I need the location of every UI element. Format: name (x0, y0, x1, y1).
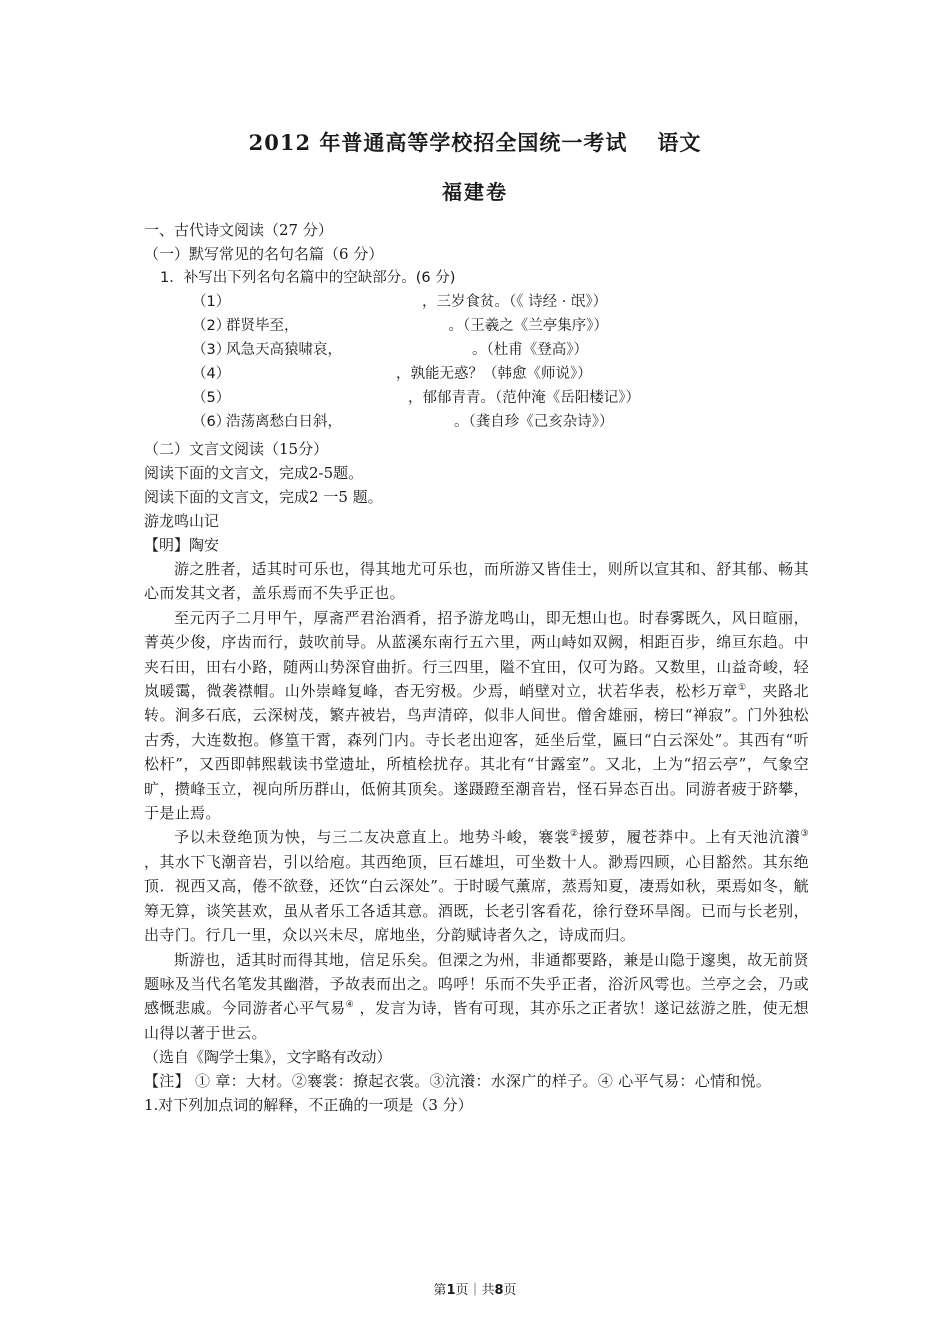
footnote-mark: ② (569, 829, 579, 840)
footnote-mark: ③ (800, 829, 809, 840)
part-heading-2: （二）文言文阅读（15分） (144, 440, 329, 458)
page-footer: 第1页｜共8页 (433, 1283, 517, 1298)
page-title (0, 127, 950, 157)
essay-paragraph: 游之胜者，适其时可乐也，得其地尤可乐也，而所游又皆佳士，则所以宣其和、舒其郁、畅其心而发其文者，盖乐焉而不失乎正也。 (144, 560, 809, 603)
question-1: 1．补写出下列名句名篇中的空缺部分。(6 分) (160, 270, 456, 286)
part-heading-1: （一）默写常见的名句名篇（6 分） (144, 245, 384, 263)
fill-item: （1） ，三岁食贫。（《 诗经 · 氓》） (192, 294, 608, 310)
essay-author: 【明】陶安 (144, 536, 220, 554)
question-2: 1.对下列加点词的解释，不正确的一项是（3 分） (144, 1096, 473, 1115)
total-pages: 8 (494, 1283, 504, 1298)
current-page: 1 (446, 1283, 456, 1298)
source-note: （选自《陶学士集》，文字略有改动） (144, 1048, 392, 1067)
fill-item: （3）风急天高猿啸哀， 。（杜甫《登高》） (192, 342, 588, 358)
fill-item: （2）群贤毕至， 。（王羲之《兰亭集序》） (192, 318, 608, 334)
section-heading: 一、古代诗文阅读（27 分） (144, 221, 333, 239)
essay-paragraph: 予以未登绝顶为怏，与三二友决意直上。地势斗峻，褰裳②援萝，履苍莽中。上有天池沆瀁③ ，其水下飞潮音岩，引以给庖。其西绝顶，巨石雄坦，可坐数十人。渺焉四顾，心目豁然。其东绝顶．视西又高，倦不欲登，还饮“白云深处”。于时暖气薰席，蒸焉知夏，凄焉如秋，栗焉如冬，觥筹无算，谈笑甚欢，虽从者乐工各适其意。酒既，长老引客看花，徐行登环旱阁。已而与长老别，出寺门。行几一里，众以兴未尽，席地坐，分韵赋诗者久之，诗成而归。 (144, 828, 809, 945)
instruction: 阅读下面的文言文，完成2 一5 题。 (144, 488, 383, 506)
document-body (144, 218, 809, 1117)
page-subtitle: 福建卷 (442, 180, 508, 204)
essay-title: 游龙鸣山记 (144, 512, 220, 530)
essay-paragraph: 至元丙子二月甲午，厚斋严君治酒肴，招予游龙鸣山，即无想山也。时春雾既久，风日暄丽，菁英少俊，序齿而行，鼓吹前导。从蓝溪东南行五六里，两山峙如双阙，相距百步，绵亘东趋。中夹石田，田右小路，随两山势深窅曲折。行三四里，隘不宜田，仅可为路。又数里，山益奇峻，轻岚暖霭，微袭襟帽。山外崇峰复峰，杳无穷极。少焉，峭壁对立，状若华表，松杉万章①，夹路北转。涧多石底，云深树茂，繁卉被岩，鸟声清碎，似非人间世。僧舍雄丽，榜曰“禅寂”。门外独松古秀，大连数抱。修篁干霄，森列门内。寺长老出迎客，延坐后堂，匾曰“白云深处”。其西有“听松杆”，又西即韩熙载读书堂遗址，所植桧扰存。其北有“甘露室”。又北，上为“招云亭”，气象空旷，攒峰玉立，视向所历群山，低俯其顶矣。遂蹑蹬至潮音岩，怪石异态百出。同游者疲于跻攀，于是止焉。 (144, 608, 809, 823)
instruction: 阅读下面的文言文，完成2-5题。 (144, 464, 364, 482)
footnote-mark: ④ (345, 1000, 355, 1011)
footnote-mark: ① (738, 683, 747, 694)
fill-item: （5） ，郁郁青青。（范仲淹《岳阳楼记》） (192, 390, 640, 406)
annotations: 【注】 ① 章：大材。②褰裳：撩起衣裳。③沆瀁：水深广的样子。④ 心平气易：心情和悦。 (144, 1072, 772, 1091)
title-subject: 语文 (657, 130, 702, 155)
fill-item: （6）浩荡离愁白日斜， 。（龚自珍《己亥杂诗》） (192, 414, 614, 430)
title-main: 2012 年普通高等学校招全国统一考试 (248, 130, 628, 155)
essay-paragraph: 斯游也，适其时而得其地，信足乐矣。但溧之为州，非通都要路，兼是山隐于邃奥，故无前贤题咏及当代名笔发其幽潜，予故表而出之。呜呼！乐而不失乎正者，浴沂风雩也。兰亭之会，乃或感慨悲戚。今同游者心平气易④ ，发言为诗，皆有可现，其亦乐之正者欤！遂记兹游之胜，使无想山得以著于世云。 (144, 950, 809, 1042)
fill-item: （4） ，孰能无惑？（韩愈《师说》） (192, 366, 592, 382)
